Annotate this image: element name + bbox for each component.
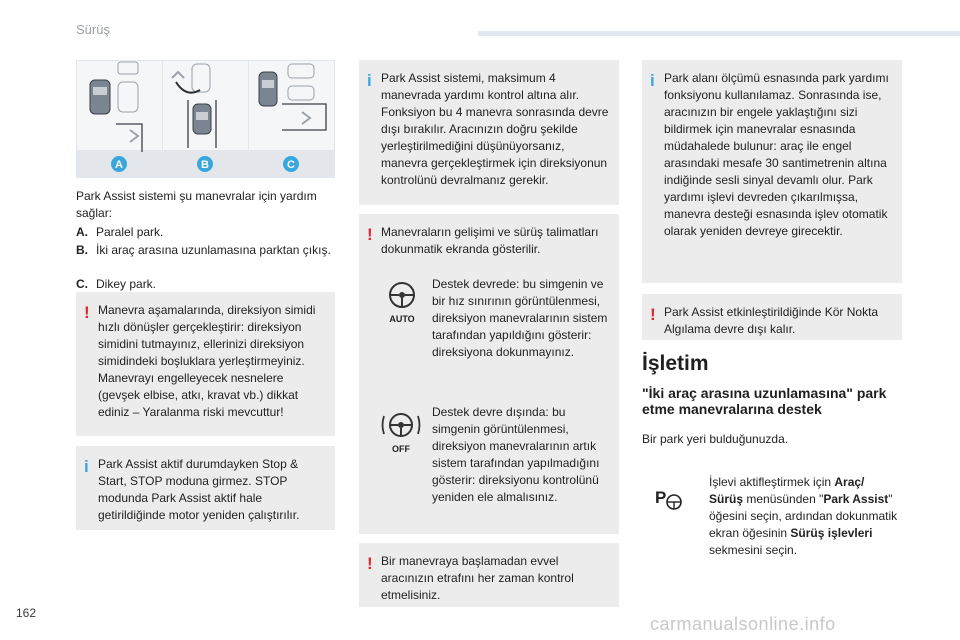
info-box [76,446,335,530]
label-b: B [201,159,209,171]
warning-text: Bir manevraya başlamadan evvel aracınızın etrafını her zaman kontrol etmelisiniz. [381,554,574,602]
warning-text: Manevra aşamalarında, direksiyon simidi hızlı dönüşler gerçekleştirir: direksiyon simidini tutmayınız, ellerinizi direksiyon simidindeki boşluklara yerleştirmeyiniz. Manevrayı engelleyecek nesnelere (gevşek elbise, atkı, kravat vb.) dikkat ediniz – Yaralanma riski mevcuttur! [98,303,316,419]
info-icon: i [84,457,89,476]
parking-maneuvers-figure [76,60,335,178]
info-text: Park Assist sistemi, maksimum 4 manevrada yardımı kontrol altına alır. Fonksiyon bu 4 manevra sonrasında devre dışı bırakılır. Aracınızın doğru şekilde yerleştirilmediğini düşünüyorsanız, manevra gerçekleştirmek için direksiyonun kontrolünü devralmanız gerekir. [381,71,609,187]
page-number: 162 [16,606,37,620]
info-box [642,60,902,283]
intro-text: Park Assist sistemi şu manevralar için yardım sağlar: [76,189,317,220]
info-text: Park Assist aktif durumdayken Stop & Start, STOP moduna girmez. STOP modunda Park Assist aktif hale getirildiğinde motor yeniden çalıştırılır. [98,457,300,522]
step-text-part: " öğesini seçin, ardından dokunmatik ekran öğesinin [709,492,898,540]
label-c: C [287,159,295,171]
label-a: A [115,159,123,171]
section-heading: İşletim [642,352,709,375]
step-text [709,474,901,559]
info-icon: i [650,71,655,90]
list-value: Paralel park. [96,225,164,239]
info-icon: i [367,71,372,90]
watermark: carmanualsonline.info [650,614,836,634]
auto-description: Destek devrede: bu simgenin ve bir hız sınırının görüntülenmesi, direksiyon manevralarının sistem tarafından yapıldığını gösterir: direksiyona dokunmayınız. [432,277,608,359]
list-value: Dikey park. [96,277,157,291]
list-key: C. [76,277,88,291]
subsection-heading: "İki araç arasına uzunlamasına" park etme manevralarına destek [642,385,887,417]
warning-box [642,294,902,340]
warning-text: Park Assist etkinleştirildiğinde Kör Nokta Algılama devre dışı kalır. [664,305,879,336]
svg-text:P: P [655,488,667,507]
list-key: B. [76,243,88,257]
list-key: A. [76,225,88,239]
warning-icon: ! [367,225,373,244]
step-text-part: İşlevi aktifleştirmek için [709,475,835,489]
warning-text: Manevraların gelişimi ve sürüş talimatları dokunmatik ekranda gösterilir. [381,225,599,256]
found-text: Bir park yeri bulduğunuzda. [642,432,789,446]
warning-icon: ! [367,554,373,573]
warning-box [359,543,619,607]
steering-auto-icon [385,280,419,324]
warning-box [359,214,619,534]
step-text-part: menüsünden " [743,492,824,506]
section-title: Sürüş [76,22,110,37]
park-assist-icon [653,487,683,513]
list-value: İki araç arasına uzunlamasına parktan çıkış. [96,243,331,257]
step-tab-name: Sürüş işlevleri [790,526,873,540]
step-text-part: sekmesini seçin. [709,543,798,557]
off-description: Destek devre dışında: bu simgenin görüntülenmesi, direksiyon manevralarının artık sistem tarafından yapılmadığını gösterir: direksiyonu kontrolünü yeniden ele almalısınız. [432,405,600,504]
off-label: OFF [392,444,410,454]
warning-icon: ! [650,305,656,324]
step-menu-name: Araç/ Sürüş [709,475,865,506]
warning-box [76,292,335,436]
warning-icon: ! [84,303,90,322]
info-text: Park alanı ölçümü esnasında park yardımı fonksiyonu kullanılamaz. Sonrasında ise, aracınızın bir engele yaklaştığını sizi bildirmek için manevralar esnasında müdahalede bulunur: araç ile engel arasındaki mesafe 30 santimetrenin altına indiğinde sesli sinyal devamlı olur. Park yardımı işlevi devreden çıkarılmışsa, manevra desteği esnasında işlev otomatik olarak yeniden devreye girecektir. [664,71,889,238]
steering-off-icon [381,410,421,454]
step-item-name: Park Assist [823,492,889,506]
info-box [359,60,619,205]
auto-label: AUTO [389,314,415,324]
header-bar [478,31,960,36]
